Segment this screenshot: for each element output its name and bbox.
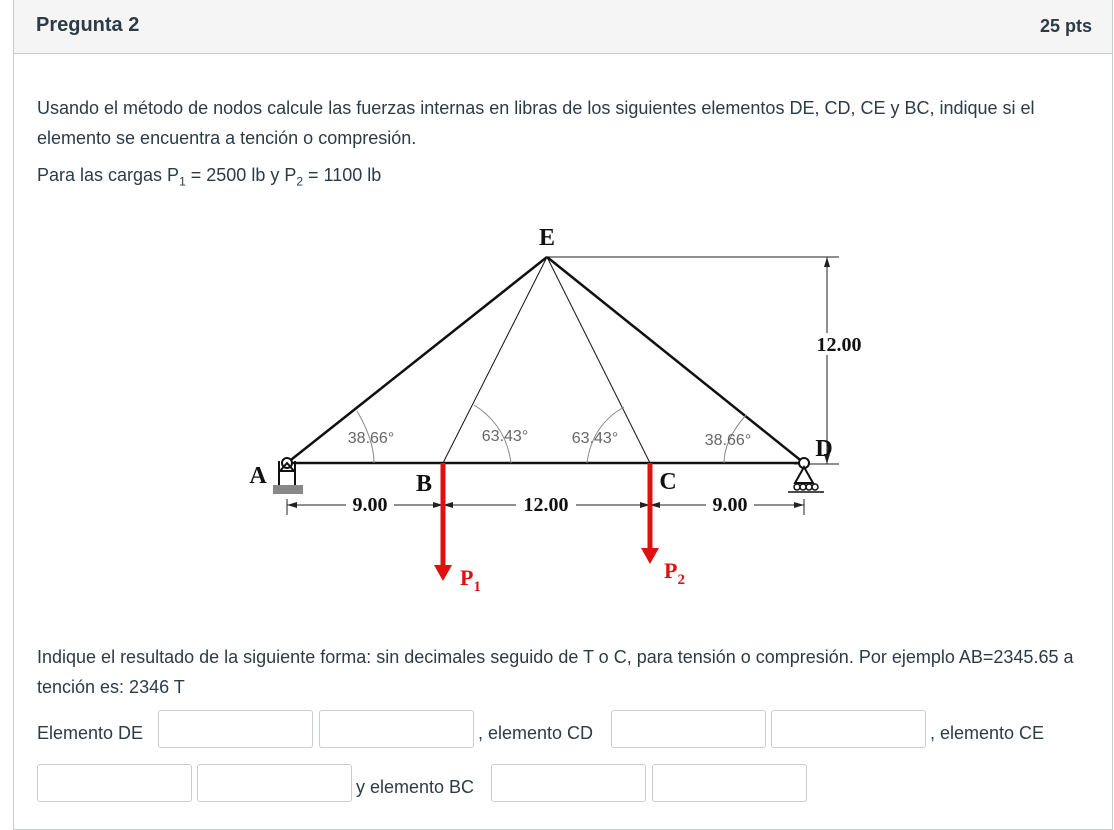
input-de-type[interactable] (319, 710, 474, 748)
question-title: Pregunta 2 (36, 14, 140, 36)
height-dimension-label: 12.00 (816, 334, 862, 356)
angle-label-a: 38.66° (347, 430, 395, 447)
input-cd-type[interactable] (771, 710, 926, 748)
input-ce-value[interactable] (37, 764, 192, 802)
input-de-value[interactable] (158, 710, 313, 748)
input-bc-value[interactable] (491, 764, 646, 802)
angle-label-d: 38.66° (704, 432, 752, 449)
node-label-c: C (659, 469, 677, 495)
loads-text: Para las cargas $P_1 = 2500$ lb y $P_2 = 1100$ lb (37, 165, 382, 189)
load-p2-label: $P_2$ (664, 558, 685, 588)
node-label-e: E (538, 225, 556, 251)
question-points: 25 pts (1039, 16, 1092, 36)
angle-label-b: 63.43° (481, 428, 529, 445)
input-bc-type[interactable] (652, 764, 807, 802)
angle-label-c: 63.43° (571, 430, 619, 447)
label-element-de: Elemento DE (37, 723, 144, 743)
label-element-cd: , elemento CD (478, 723, 594, 743)
node-label-b: B (415, 471, 433, 497)
question-statement: Usando el método de nodos calcule las fuerzas internas en libras de los siguientes elementos DE, CD, CE y BC, indique si el elemento se encuentra a tención o compresión. (37, 98, 1035, 148)
node-label-d: D (815, 436, 833, 462)
load-p1-label: $P_1$ (460, 565, 481, 595)
dim-cd-label: 9.00 (712, 494, 748, 516)
dim-bc-label: 12.00 (523, 494, 569, 516)
label-element-bc: y elemento BC (356, 777, 475, 797)
question-header (14, 0, 1112, 54)
question-card (13, 0, 1113, 830)
truss-diagram (234, 215, 874, 605)
instructions-text: Indique el resultado de la siguiente forma: sin decimales seguido de T o C, para tensión o compresión. Por ejemplo AB=2345.65 a tención es: 2346 T (37, 647, 1074, 697)
height-arrow-top (824, 257, 830, 267)
input-ce-type[interactable] (197, 764, 352, 802)
input-cd-value[interactable] (611, 710, 766, 748)
node-label-a: A (249, 463, 267, 489)
label-element-ce: , elemento CE (930, 723, 1045, 743)
load-p2-arrow (641, 463, 659, 564)
load-p1-arrow (434, 463, 452, 581)
dim-ab-label: 9.00 (352, 494, 388, 516)
